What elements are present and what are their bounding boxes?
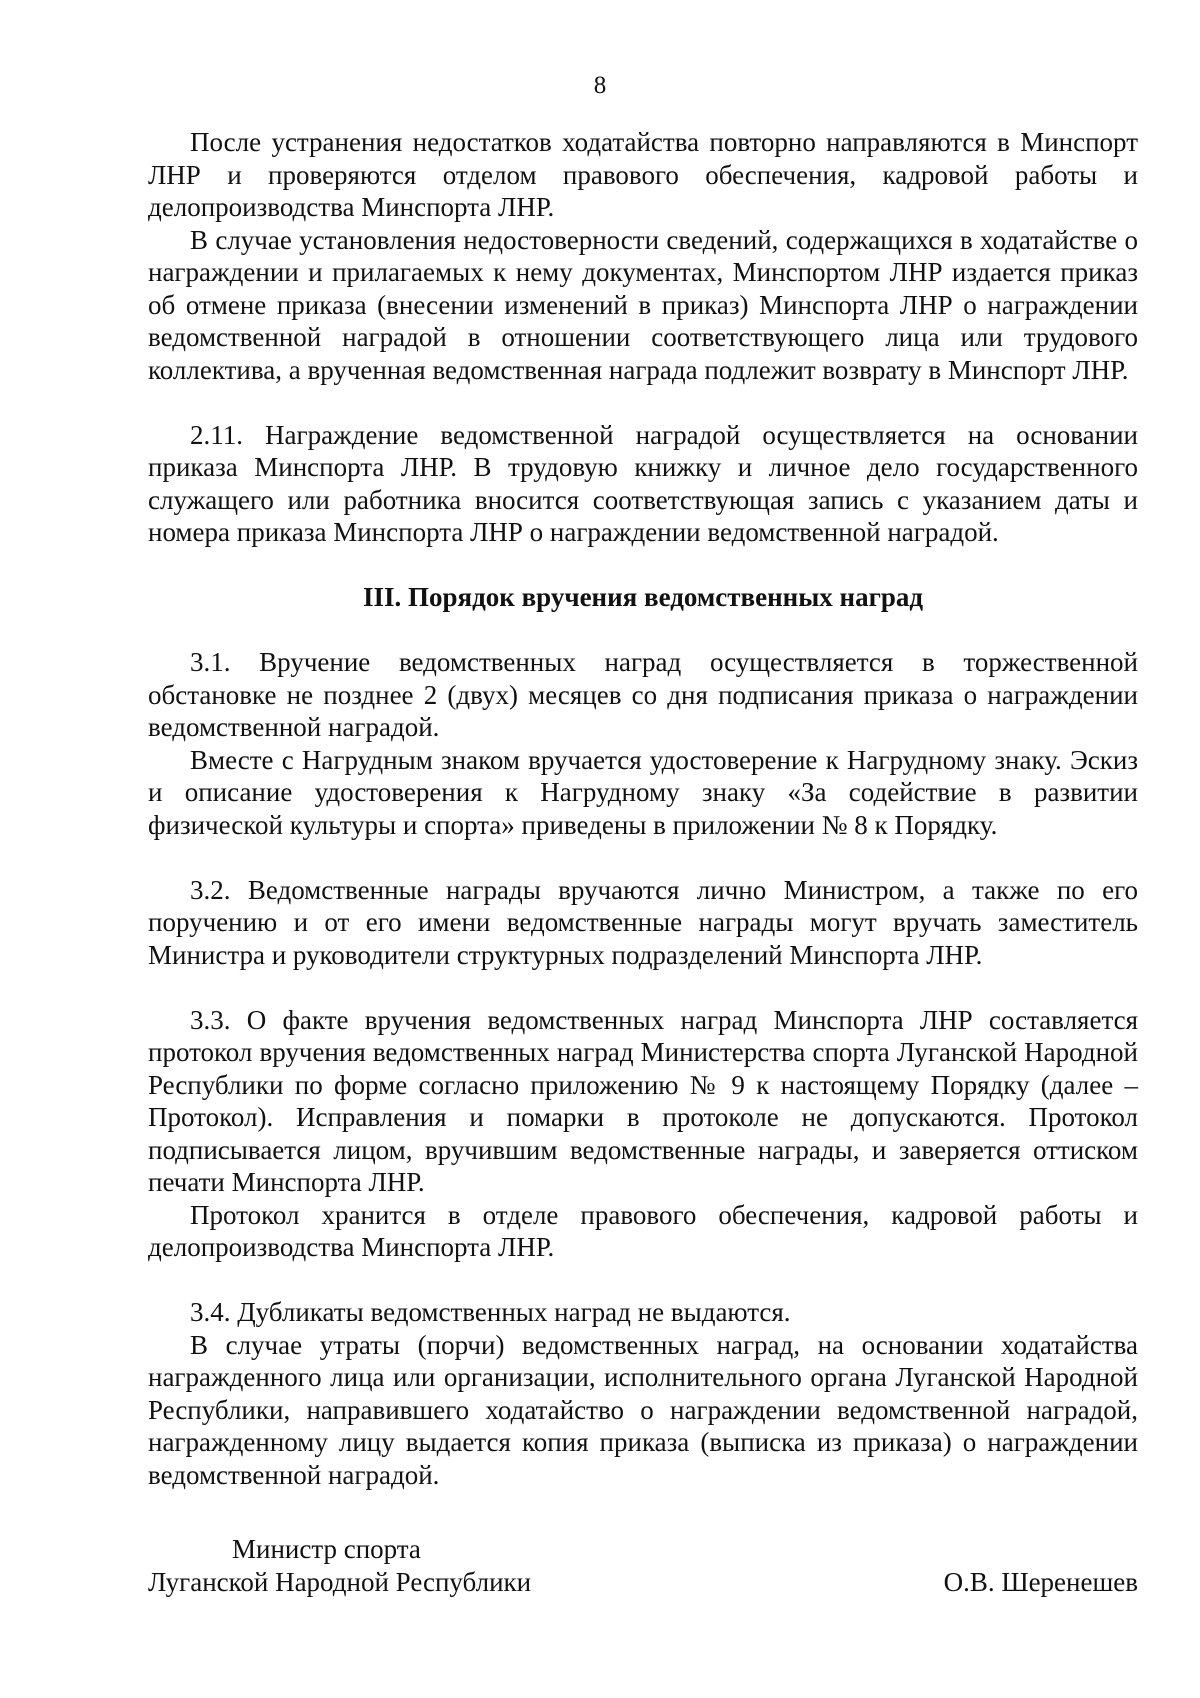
paragraph-2-11: 2.11. Награждение ведомственной наградой осуществляется на основании приказа Минспорта ЛНР. В трудовую книжку и личное дело государственного служащего или работника вносится соответствующая запись с указанием даты и номера приказа Минспорта ЛНР о награждении ведомственной наградой. xyxy=(148,419,1138,547)
signature-title-line2: Луганской Народной Республики xyxy=(148,1567,532,1597)
document-body xyxy=(148,126,1138,1603)
section-heading: III. Порядок вручения ведомственных наград xyxy=(362,582,924,612)
paragraph-inaccuracy: В случае установления недостоверности сведений, содержащихся в ходатайстве о награждении и прилагаемых к нему документах, Минспортом ЛНР издается приказ об отмене приказа (внесении изменений в приказ) Минспорта ЛНР о награждении ведомственной наградой в отношении соответствующего лица или трудового коллектива, а врученная ведомственная награда подлежит возврату в Минспорт ЛНР. xyxy=(148,224,1138,385)
paragraph-protocol-storage: Протокол хранится в отделе правового обеспечения, кадровой работы и делопроизводства Минспорта ЛНР. xyxy=(148,1199,1138,1262)
paragraph-3-3: 3.3. О факте вручения ведомственных наград Минспорта ЛНР составляется протокол вручения ведомственных наград Министерства спорта Луганской Народной Республики по форме согласно приложению № 9 к настоящему Порядку (далее – Протокол). Исправления и помарки в протоколе не допускаются. Протокол подписывается лицом, вручившим ведомственные награды, и заверяется оттиском печати Минспорта ЛНР. xyxy=(148,1004,1138,1197)
signature-block xyxy=(148,1533,1138,1603)
paragraph-resubmission: После устранения недостатков ходатайства повторно направляются в Минспорт ЛНР и проверяются отделом правового обеспечения, кадровой работы и делопроизводства Минспорта ЛНР. xyxy=(148,127,1138,222)
paragraph-3-2: 3.2. Ведомственные награды вручаются лично Министром, а также по его поручению и от его имени ведомственные награды могут вручать заместитель Министра и руководители структурных подразделений Минспорта ЛНР. xyxy=(148,874,1138,970)
paragraph-certificate: Вместе с Нагрудным знаком вручается удостоверение к Нагрудному знаку. Эскиз и описание удостоверения к Нагрудному знаку «За содействие в развитии физической культуры и спорта» приведены в приложении № 8 к Порядку. xyxy=(148,744,1138,840)
paragraph-loss: В случае утраты (порчи) ведомственных наград, на основании ходатайства награжденного лица или организации, исполнительного органа Луганской Народной Республики, направившего ходатайство о награждении ведомственной наградой, награжденному лицу выдается копия приказа (выписка из приказа) о награждении ведомственной наградой. xyxy=(148,1329,1138,1490)
signature-name: О.В. Шеренешев xyxy=(943,1567,1138,1597)
paragraph-3-1: 3.1. Вручение ведомственных наград осуществляется в торжественной обстановке не позднее 2 (двух) месяцев со дня подписания приказа о награждении ведомственной наградой. xyxy=(148,647,1138,742)
paragraph-3-4: 3.4. Дубликаты ведомственных наград не выдаются. xyxy=(190,1297,791,1327)
signature-title-line1: Министр спорта xyxy=(232,1534,421,1564)
page-number: 8 xyxy=(593,72,607,99)
